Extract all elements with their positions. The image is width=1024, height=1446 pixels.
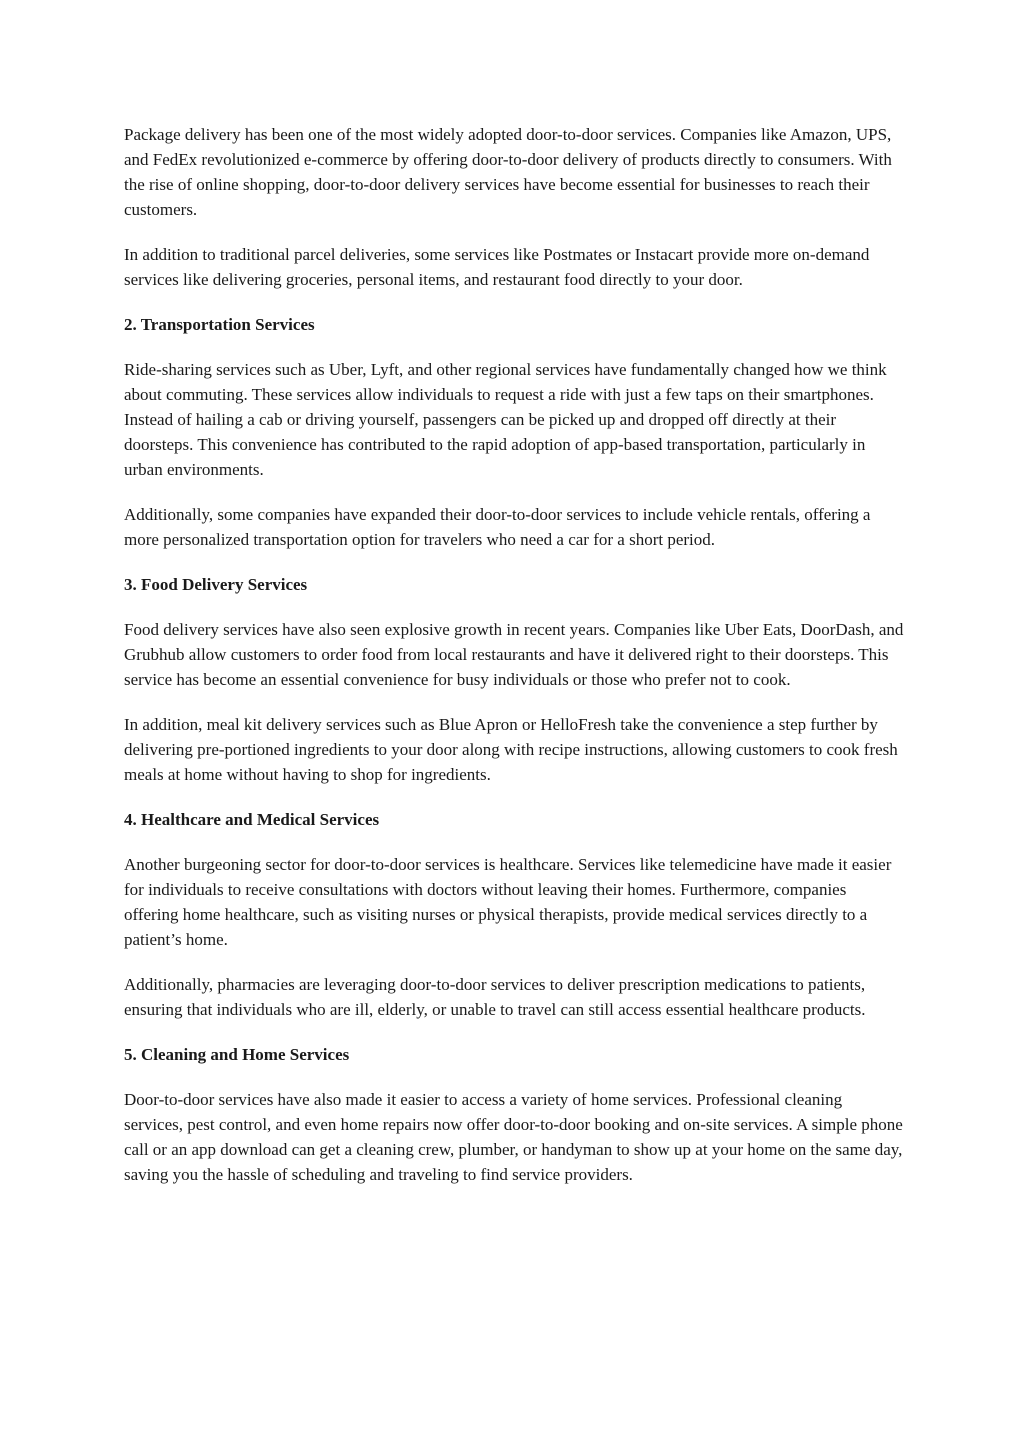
heading-cleaning-home-services: 5. Cleaning and Home Services — [124, 1045, 350, 1064]
paragraph-food-delivery: Food delivery services have also seen explosive growth in recent years. Companies like Uber Eats, DoorDash, and Grubhub allow customers to order food from local restaurants and have it delivered right to their doorsteps. This service has become an essential convenience for busy individuals or those who prefer not to cook. — [124, 620, 904, 689]
paragraph-package-delivery: Package delivery has been one of the most widely adopted door-to-door services. Companies like Amazon, UPS, and FedEx revolutionized e-commerce by offering door-to-door delivery of products directly to consumers. With the rise of online shopping, door-to-door delivery services have become essential for businesses to reach their customers. — [124, 125, 892, 219]
paragraph-ride-sharing: Ride-sharing services such as Uber, Lyft, and other regional services have fundamentally changed how we think about commuting. These services allow individuals to request a ride with just a few taps on their smartphones. Instead of hailing a cab or driving yourself, passengers can be picked up and dropped off directly at their doorsteps. This convenience has contributed to the rapid adoption of app-based transportation, particularly in urban environments. — [124, 360, 887, 479]
paragraph-pharmacies: Additionally, pharmacies are leveraging door-to-door services to deliver prescription medications to patients, ensuring that individuals who are ill, elderly, or unable to travel can still access essential healthcare products. — [124, 975, 866, 1019]
heading-food-delivery-services: 3. Food Delivery Services — [124, 575, 308, 594]
paragraph-healthcare: Another burgeoning sector for door-to-door services is healthcare. Services like telemedicine have made it easier for individuals to receive consultations with doctors without leaving their homes. Furthermore, companies offering home healthcare, such as visiting nurses or physical therapists, provide medical services directly to a patient’s home. — [124, 855, 892, 949]
heading-transportation-services: 2. Transportation Services — [124, 315, 315, 334]
paragraph-meal-kits: In addition, meal kit delivery services such as Blue Apron or HelloFresh take the convenience a step further by delivering pre-portioned ingredients to your door along with recipe instructions, allowing customers to cook fresh meals at home without having to shop for ingredients. — [124, 715, 898, 784]
paragraph-on-demand-services: In addition to traditional parcel deliveries, some services like Postmates or Instacart provide more on-demand services like delivering groceries, personal items, and restaurant food directly to your door. — [124, 245, 870, 289]
paragraph-vehicle-rentals: Additionally, some companies have expanded their door-to-door services to include vehicle rentals, offering a more personalized transportation option for travelers who need a car for a short period. — [124, 505, 871, 549]
document-page — [124, 122, 904, 1207]
paragraph-home-services: Door-to-door services have also made it easier to access a variety of home services. Professional cleaning services, pest control, and even home repairs now offer door-to-door booking and on-site services. A simple phone call or an app download can get a cleaning crew, plumber, or handyman to show up at your home on the same day, saving you the hassle of scheduling and traveling to find service providers. — [124, 1090, 903, 1184]
heading-healthcare-services: 4. Healthcare and Medical Services — [124, 810, 380, 829]
